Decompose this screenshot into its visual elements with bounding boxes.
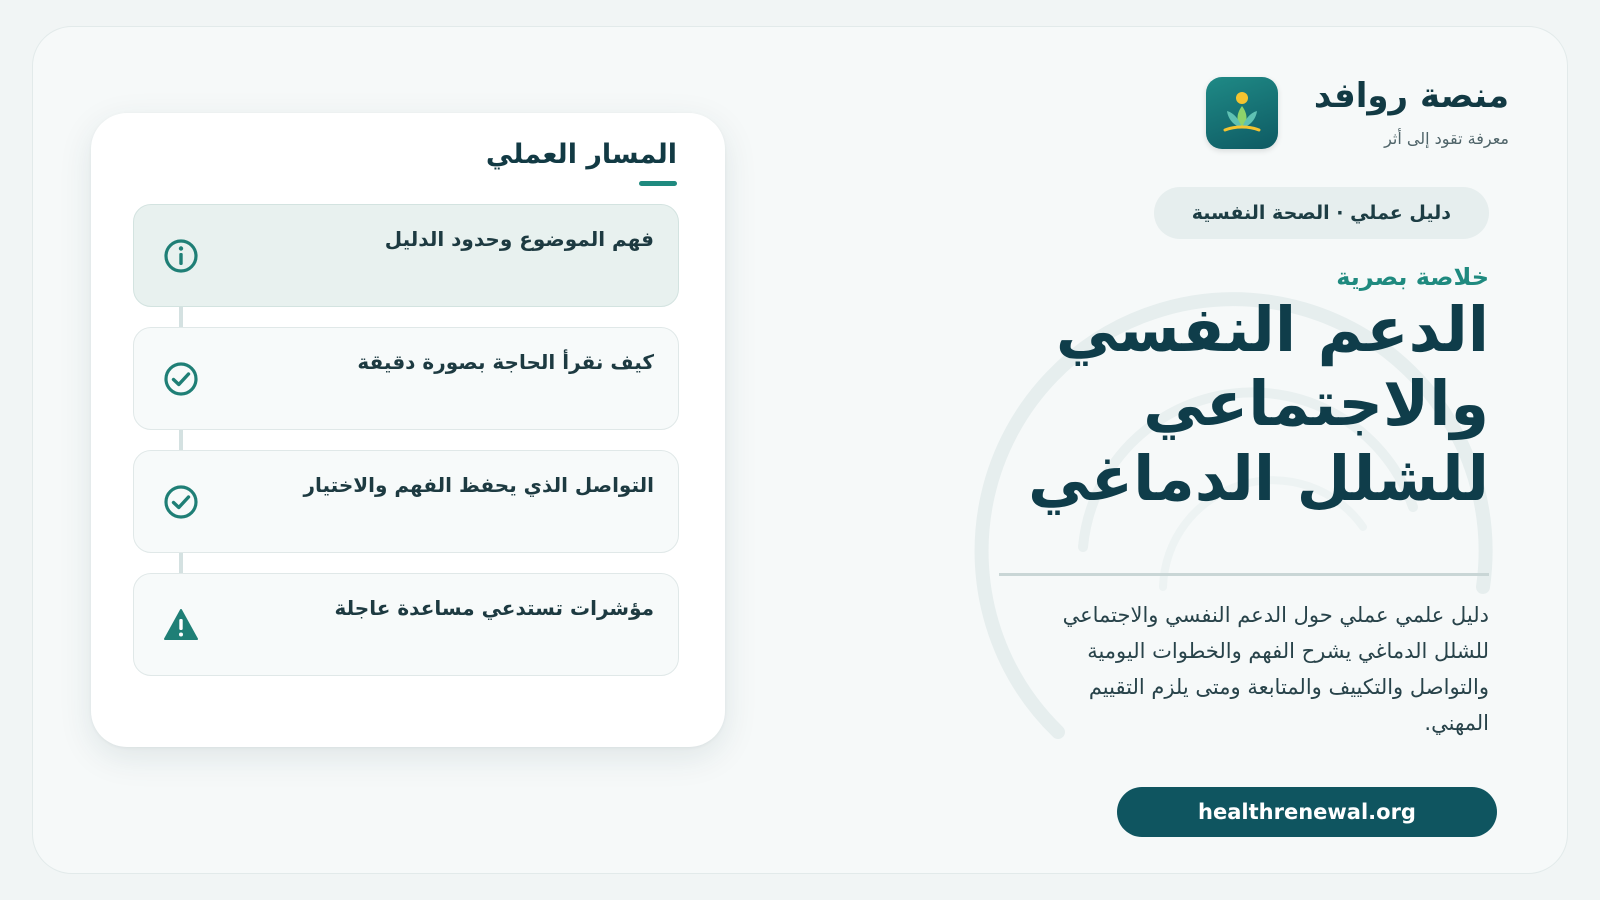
step-connector xyxy=(179,553,183,573)
page-title: الدعم النفسي والاجتماعي للشلل الدماغي xyxy=(1027,293,1489,515)
brand-text xyxy=(1313,75,1509,149)
kicker-label: خلاصة بصرية xyxy=(1336,263,1489,291)
step-item-urgent-signs[interactable] xyxy=(133,573,679,676)
step-label: التواصل الذي يحفظ الفهم والاختيار xyxy=(303,473,654,497)
brand-name: منصة روافد xyxy=(1313,75,1509,116)
card-title: المسار العملي xyxy=(485,139,677,170)
check-circle-icon xyxy=(162,483,200,521)
category-pill: دليل عملي · الصحة النفسية xyxy=(1154,187,1489,239)
step-label: فهم الموضوع وحدود الدليل xyxy=(384,227,654,251)
lotus-sun-icon xyxy=(1206,77,1278,149)
check-circle-icon xyxy=(162,360,200,398)
step-label: مؤشرات تستدعي مساعدة عاجلة xyxy=(334,596,654,620)
step-label: كيف نقرأ الحاجة بصورة دقيقة xyxy=(357,350,654,374)
practical-path-card xyxy=(91,113,725,747)
brand-header xyxy=(1206,77,1509,149)
step-item-understanding[interactable] xyxy=(133,204,679,307)
step-item-communication[interactable] xyxy=(133,450,679,553)
step-item-reading-need[interactable] xyxy=(133,327,679,430)
brand-tagline: معرفة تقود إلى أثر xyxy=(1384,129,1509,149)
card-title-underline xyxy=(639,181,677,186)
divider xyxy=(999,573,1489,576)
warning-icon xyxy=(162,606,200,644)
step-connector xyxy=(179,430,183,450)
step-connector xyxy=(179,307,183,327)
website-link-button[interactable]: healthrenewal.org xyxy=(1117,787,1497,837)
info-icon xyxy=(162,237,200,275)
slide-frame xyxy=(32,26,1568,874)
description: دليل علمي عملي حول الدعم النفسي والاجتماعي للشلل الدماغي يشرح الفهم والخطوات اليومية والتواصل والتكييف والمتابعة ومتى يلزم التقييم المهني. xyxy=(1062,603,1489,736)
